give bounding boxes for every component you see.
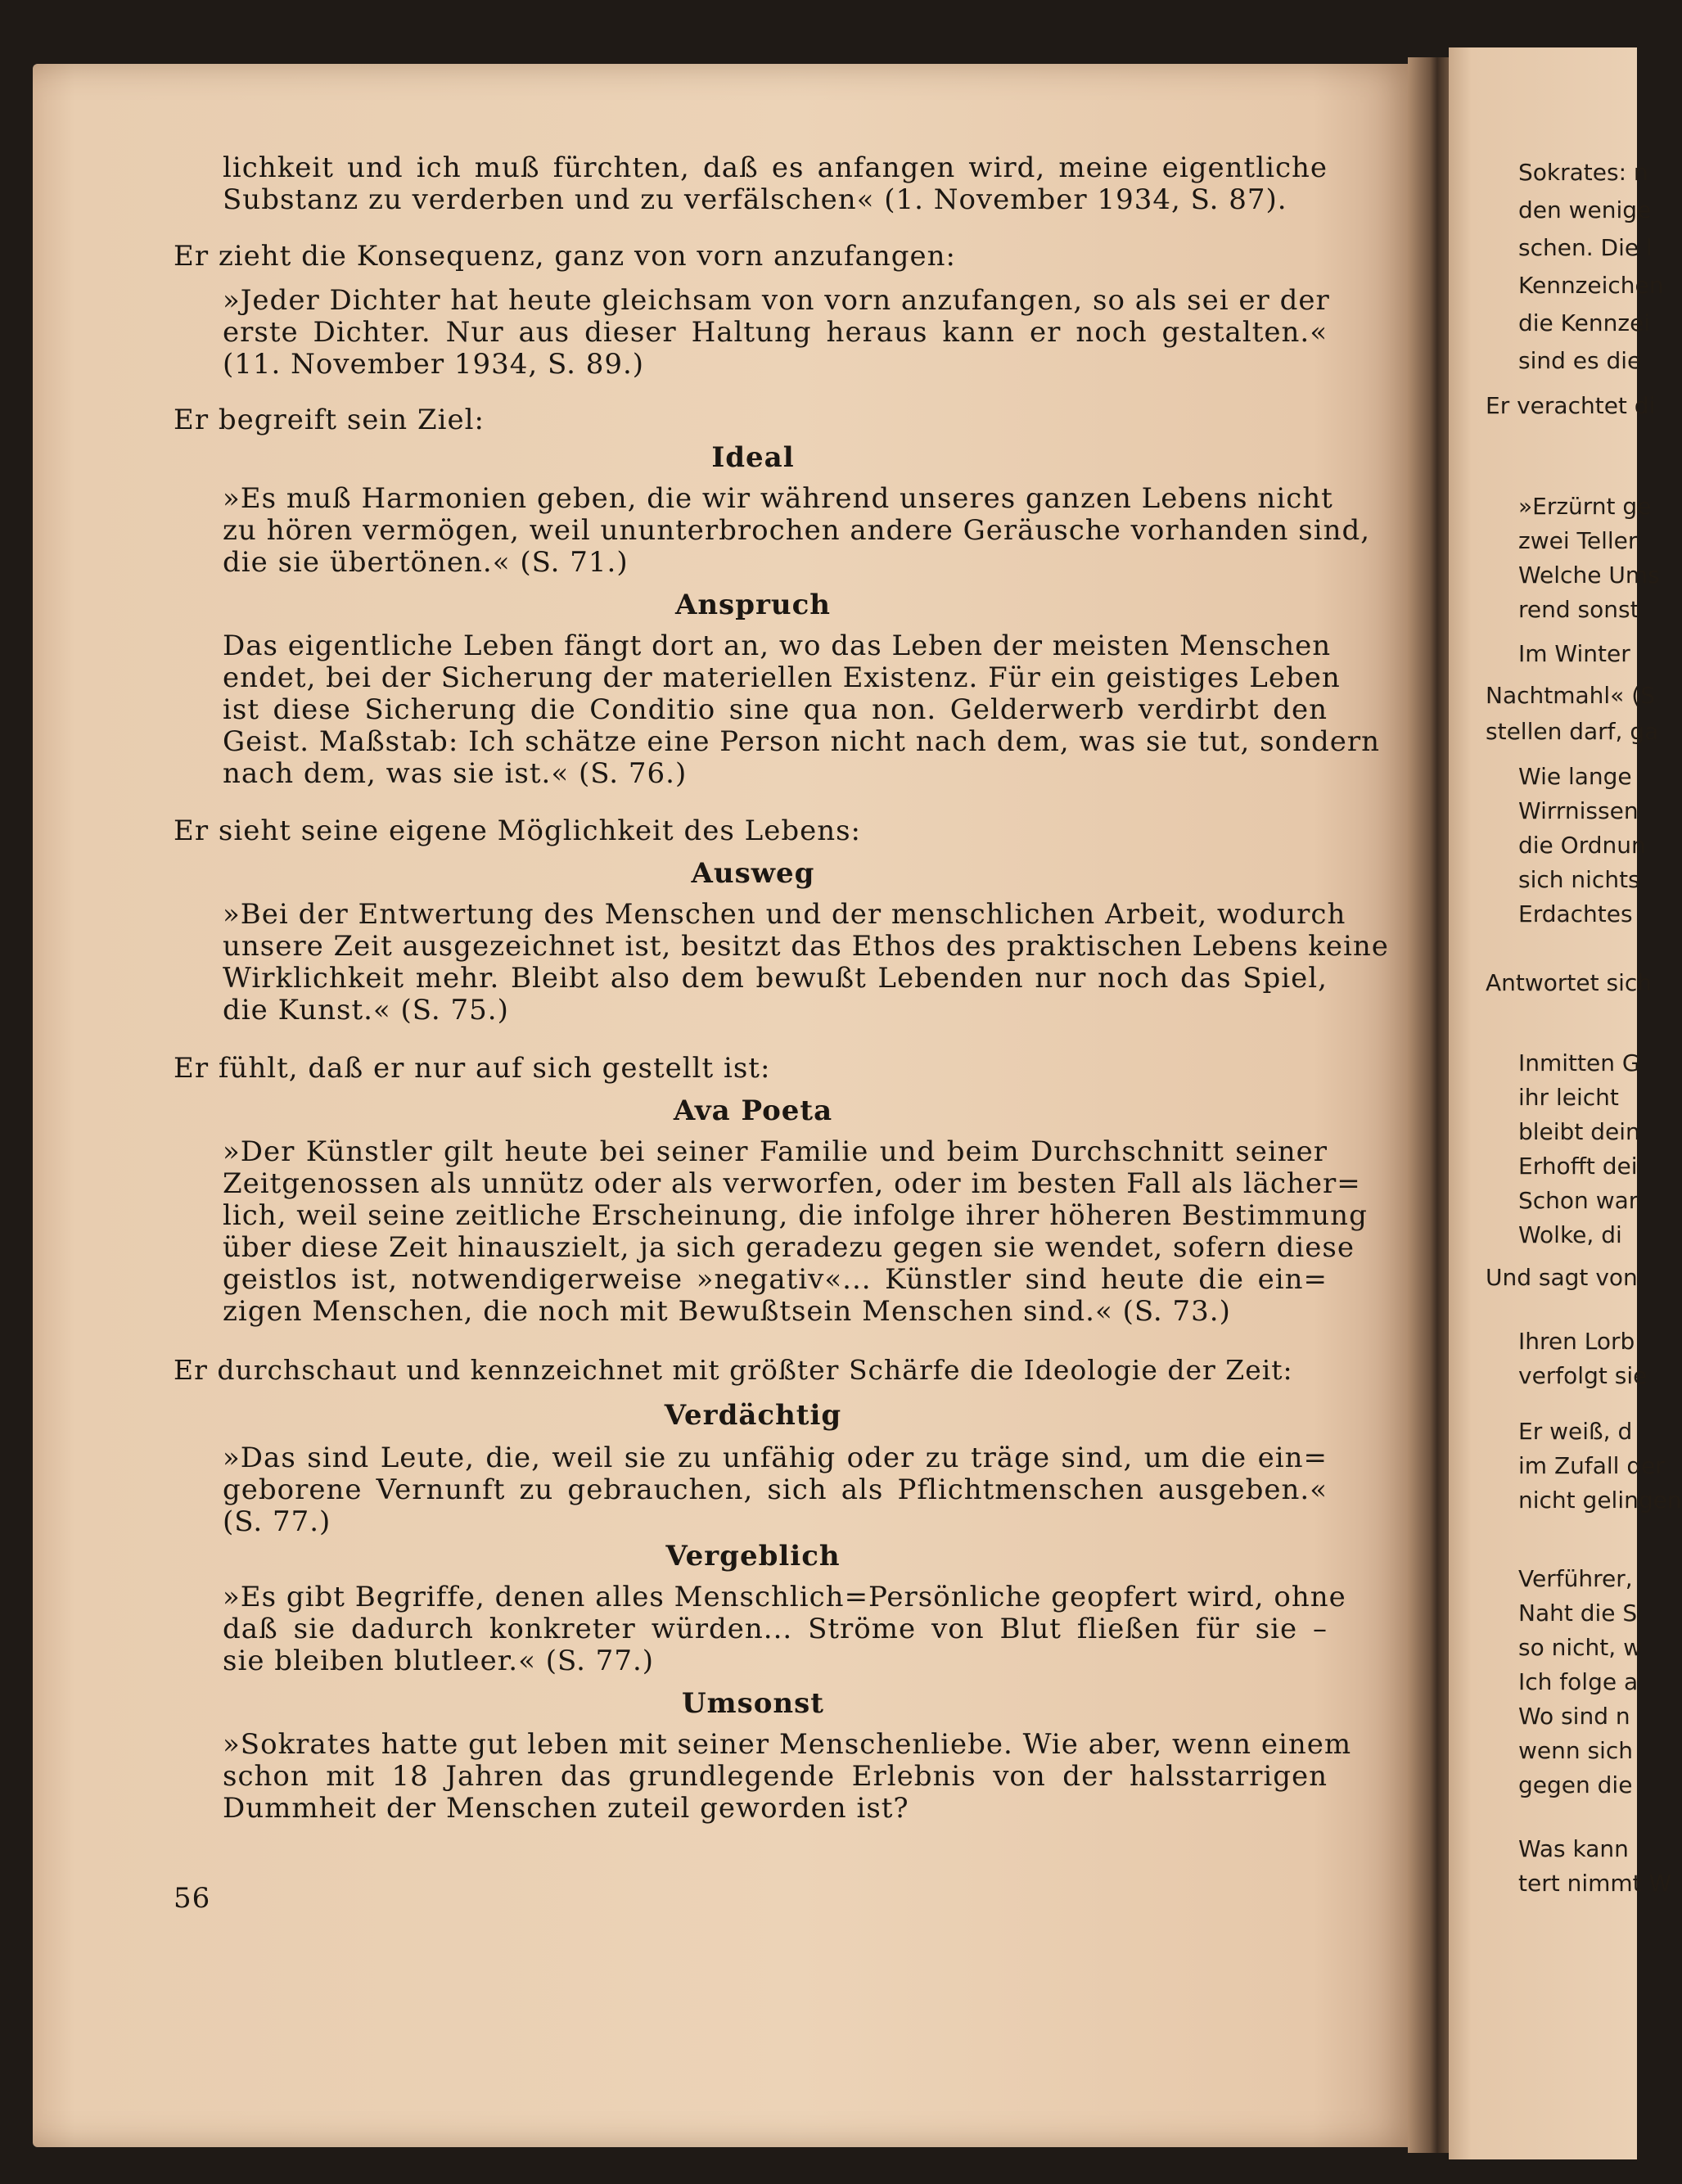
quote-block: »Es gibt Begriffe, denen alles Menschlich=Persönliche geopfert wird, ohne daß sie dadurch konkreter würden... Ströme von Blut fließen für sie – sie bleiben blutleer.« (S. 77.)	[223, 1581, 1346, 1677]
right-line: Erhofft dei	[1518, 1153, 1638, 1180]
right-line: Ich folge a	[1518, 1668, 1639, 1695]
intro-line: Er durchschaut und kennzeichnet mit größter Schärfe die Ideologie der Zeit:	[174, 1354, 1293, 1386]
right-line: zwei Teller	[1518, 527, 1638, 554]
right-line: sich nichts	[1518, 866, 1640, 893]
intro-line: Er zieht die Konsequenz, ganz von vorn anzufangen:	[174, 240, 956, 273]
quote-block: »Jeder Dichter hat heute gleichsam von vorn anzufangen, so als sei er der erste Dichter. Nur aus dieser Haltung heraus kann er noch gestalten.« (11. November 1934, S. 89.)	[223, 284, 1330, 381]
right-line: so nicht, w	[1518, 1634, 1642, 1661]
quote-block: »Das sind Leute, die, weil sie zu unfähig oder zu träge sind, um die ein= geborene Vernunft zu gebrauchen, sich als Pflichtmenschen ausgeben.« (S. 77.)	[223, 1442, 1328, 1538]
right-line: Was kann	[1518, 1835, 1629, 1862]
right-line: verfolgt sie	[1518, 1362, 1648, 1389]
right-line: schen. Die l	[1518, 234, 1653, 261]
right-line: Wolke, di	[1518, 1221, 1622, 1248]
right-page-text	[1518, 490, 1660, 627]
right-page-text	[1518, 637, 1630, 671]
right-line: gegen die	[1518, 1771, 1633, 1798]
right-line: Sokrates: n	[1518, 159, 1648, 186]
right-line: Wirrnissen	[1518, 797, 1639, 824]
right-line: nicht gelingen	[1518, 1487, 1682, 1514]
intro-line: Er fühlt, daß er nur auf sich gestellt ist:	[174, 1052, 771, 1085]
opening-lines: lichkeit und ich muß fürchten, daß es anfangen wird, meine eigentliche Substanz zu verderben und zu verfälschen« (1. November 1934, S. 87).	[223, 151, 1328, 216]
right-line: Er verachtet di	[1486, 392, 1656, 419]
right-page-text	[1518, 1324, 1647, 1393]
page-number: 56	[174, 1882, 211, 1915]
section-heading: Ava Poeta	[673, 1094, 833, 1127]
right-line: bleibt dein	[1518, 1118, 1640, 1145]
right-line: wenn sich	[1518, 1737, 1634, 1764]
quote-block: »Es muß Harmonien geben, die wir während unseres ganzen Lebens nicht zu hören vermögen, weil ununterbrochen andere Geräusche vorhanden sind, die sie übertönen.« (S. 71.)	[223, 482, 1371, 579]
right-page-text	[1518, 1832, 1671, 1901]
right-line: »Erzürnt ge	[1518, 493, 1652, 520]
right-page-text	[1518, 1415, 1682, 1518]
right-line: Schon war	[1518, 1187, 1639, 1214]
section-heading: Verdächtig	[664, 1399, 842, 1432]
right-line: ihr leicht	[1518, 1084, 1619, 1111]
right-line: tert nimmt W	[1518, 1870, 1672, 1897]
section-heading: Vergeblich	[665, 1540, 841, 1573]
intro-line: Er sieht seine eigene Möglichkeit des Lebens:	[174, 814, 861, 847]
quote-block: »Sokrates hatte gut leben mit seiner Menschenliebe. Wie aber, wenn einem schon mit 18 Jahren das grundlegende Erlebnis von der halsstarrigen Dummheit der Menschen zuteil geworden ist?	[223, 1728, 1352, 1825]
right-line: sind es die	[1518, 347, 1642, 374]
right-line: Verführer,	[1518, 1565, 1633, 1592]
right-line: Ihren Lorb	[1518, 1328, 1635, 1355]
right-line: Erdachtes	[1518, 900, 1633, 927]
right-line: die Kennzei	[1518, 309, 1651, 336]
right-line: Er weiß, d	[1518, 1418, 1633, 1445]
right-line: Im Winter	[1518, 640, 1630, 667]
right-page-text	[1518, 1046, 1640, 1252]
right-page-text	[1518, 760, 1646, 932]
right-line: Welche Ums	[1518, 562, 1660, 589]
right-line: Kennzeichen	[1518, 272, 1664, 299]
right-page-text	[1486, 678, 1658, 750]
section-heading: Ideal	[711, 441, 795, 474]
right-page-text	[1518, 1562, 1642, 1803]
section-heading: Anspruch	[674, 589, 832, 621]
right-line: Wo sind n	[1518, 1703, 1630, 1730]
right-line: stellen darf, ga	[1486, 718, 1659, 745]
right-line: Naht die S	[1518, 1600, 1638, 1627]
right-line: rend sonst	[1518, 596, 1639, 623]
section-heading: Umsonst	[681, 1687, 824, 1720]
quote-block: »Bei der Entwertung des Menschen und der menschlichen Arbeit, wodurch unsere Zeit ausgezeichnet ist, besitzt das Ethos des praktischen Lebens keine Wirklichkeit mehr. Bleibt also dem bewußt Lebenden nur noch das Spiel, die Kunst.« (S. 75.)	[223, 898, 1389, 1027]
right-page-text	[1518, 154, 1664, 380]
right-line: den wenige	[1518, 196, 1652, 223]
right-line: die Ordnun	[1518, 832, 1646, 859]
quote-block: Das eigentliche Leben fängt dort an, wo das Leben der meisten Menschen endet, bei der Sicherung der materiellen Existenz. Für ein geistiges Leben ist diese Sicherung die Conditio sine qua non. Gelderwerb verdirbt den Geist. Maßstab: Ich schätze eine Person nicht nach dem, was sie tut, sondern nach dem, was sie ist.« (S. 76.)	[223, 629, 1381, 790]
right-line: Nachtmahl« (S	[1486, 682, 1655, 709]
right-line: Und sagt von	[1486, 1264, 1638, 1291]
right-line: im Zufall der	[1518, 1452, 1665, 1479]
intro-line: Er begreift sein Ziel:	[174, 404, 485, 436]
right-line: Wie lange	[1518, 763, 1632, 790]
right-line: Antwortet sich	[1486, 969, 1653, 996]
section-heading: Ausweg	[691, 857, 815, 890]
right-line: Inmitten G	[1518, 1049, 1640, 1076]
quote-block: »Der Künstler gilt heute bei seiner Familie und beim Durchschnitt seiner Zeitgenossen als unnütz oder als verworfen, oder im besten Fall als lächer= lich, weil seine zeitliche Erscheinung, die infolge ihrer höheren Bestimmung über diese Zeit hinauszielt, ja sich geradezu gegen sie wendet, sofern diese geistlos ist, notwendigerweise »negativ«... Künstler sind heute die ein= zigen Menschen, die noch mit Bewußtsein Menschen sind.« (S. 73.)	[223, 1135, 1368, 1328]
